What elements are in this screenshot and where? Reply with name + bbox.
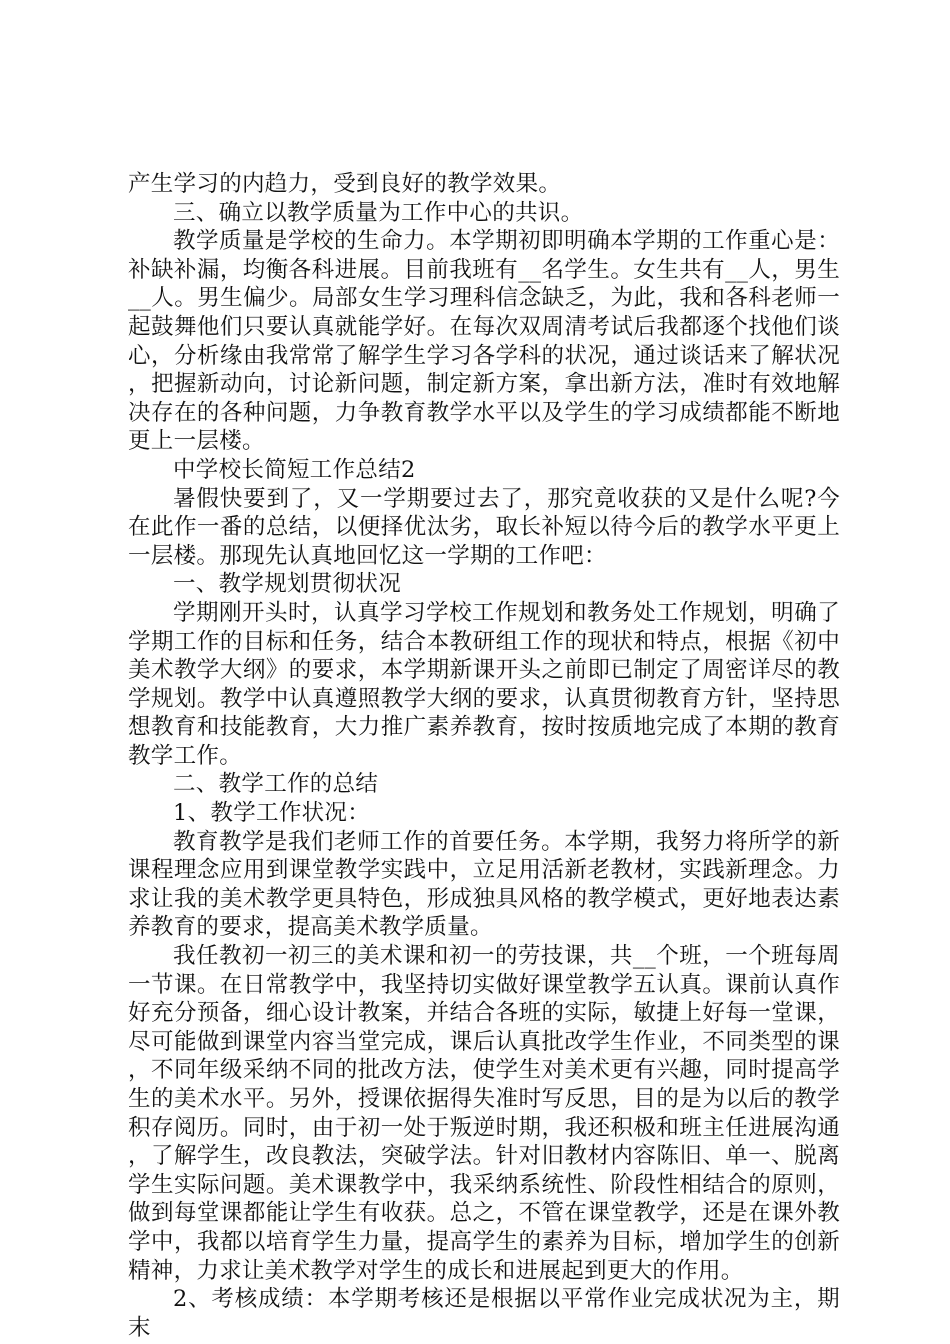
paragraph-teaching-work: 教育教学是我们老师工作的首要任务。本学期，我努力将所学的新课程理念应用到课堂教学实践中，立足用活新老教材，实践新理念。力求让我的美术教学更具特色，形成独具风格的教学模式，更好地表达素养教育的要求，提高美术教学质量。 (128, 828, 840, 941)
paragraph-assessment: 2、考核成绩：本学期考核还是根据以平常作业完成状况为主，期末 (128, 1286, 840, 1341)
section-heading-2: 二、教学工作的总结 (173, 771, 379, 798)
section-heading-1: 一、教学规划贯彻状况 (173, 571, 402, 598)
article-title-2: 中学校长简短工作总结2 (173, 456, 416, 483)
document-body (128, 170, 840, 1342)
paragraph-intro: 暑假快要到了，又一学期要过去了，那究竟收获的又是什么呢?今在此作一番的总结，以便择优汰劣，取长补短以待今后的教学水平更上一层楼。那现先认真地回忆这一学期的工作吧： (128, 485, 840, 569)
subsection-heading-1: 1、教学工作状况： (173, 800, 371, 827)
paragraph-classes: 我任教初一初三的美术课和初一的劳技课，共__个班，一个班每周一节课。在日常教学中，我坚持切实做好课堂教学五认真。课前认真作好充分预备，细心设计教案，并结合各班的实际，敏捷上好每一堂课，尽可能做到课堂内容当堂完成，课后认真批改学生作业，不同类型的课，不同年级采纳不同的批改方法，使学生对美术更有兴趣，同时提高学生的美术水平。另外，授课依据得失准时写反思，目的是为以后的教学积存阅历。同时，由于初一处于叛逆时期，我还积极和班主任进展沟通，了解学生，改良教法，突破学法。针对旧教材内容陈旧、单一、脱离学生实际问题。美术课教学中，我采纳系统性、阶段性相结合的原则，做到每堂课都能让学生有收获。总之，不管在课堂教学，还是在课外教学中，我都以培育学生力量，提高学生的素养为目标，增加学生的创新精神，力求让美术教学对学生的成长和进展起到更大的作用。 (128, 943, 840, 1284)
paragraph-teaching-plan: 学期刚开头时，认真学习学校工作规划和教务处工作规划，明确了学期工作的目标和任务，结合本教研组工作的现状和特点，根据《初中美术教学大纲》的要求，本学期新课开头之前即已制定了周密详尽的教学规划。教学中认真遵照教学大纲的要求，认真贯彻教育方针，坚持思想教育和技能教育，大力推广素养教育，按时按质地完成了本期的教育教学工作。 (128, 599, 840, 769)
paragraph-continuation: 产生学习的内趋力，受到良好的教学效果。 (128, 171, 562, 197)
paragraph-teaching-quality: 教学质量是学校的生命力。本学期初即明确本学期的工作重心是：补缺补漏，均衡各科进展。目前我班有__名学生。女生共有__人，男生__人。男生偏少。局部女生学习理科信念缺乏，为此，我和各科老师一起鼓舞他们只要认真就能学好。在每次双周清考试后我都逐个找他们谈心，分析缘由我常常了解学生学习各学科的状况，通过谈话来了解状况，把握新动向，讨论新问题，制定新方案，拿出新方法，准时有效地解决存在的各种问题，力争教育教学水平以及学生的学习成绩都能不断地更上一层楼。 (128, 228, 840, 455)
section-heading-3: 三、确立以教学质量为工作中心的共识。 (173, 199, 584, 226)
